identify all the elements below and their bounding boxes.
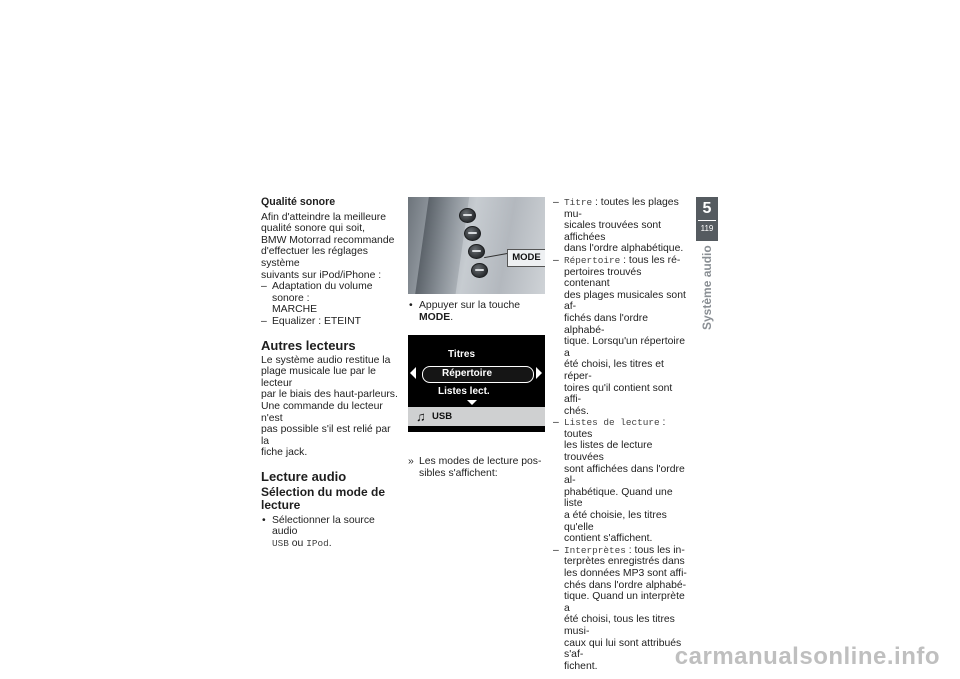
mode-callout-label: MODE	[507, 249, 545, 267]
item-text: contient s'affichent.	[564, 533, 653, 545]
list-item-text: – Adaptation du volume sonore :	[272, 281, 373, 304]
watermark: carmanualsonline.info	[674, 643, 940, 670]
chapter-number: 5	[702, 200, 712, 217]
item-text: chés dans l'ordre alphabé-	[564, 579, 687, 591]
list-item-text: MARCHE	[272, 304, 318, 316]
paragraph-line: pas possible s'il est relié par la	[261, 424, 391, 447]
item-text: les listes de lecture trouvées	[564, 440, 653, 464]
paragraph-line: d'effectuer les réglages système	[261, 246, 368, 269]
item-text: : toutes	[564, 417, 666, 440]
mode-keyword: Listes de lecture	[564, 417, 660, 429]
item-text: phabétique. Quand une liste	[564, 486, 673, 510]
arrow-right-icon	[536, 367, 542, 379]
switch-button-icon	[464, 226, 481, 241]
paragraph-line: Le système audio restitue la	[261, 354, 391, 366]
item-text: caux qui lui sont attribués s'af-	[564, 637, 682, 661]
result-text: » Les modes de lecture pos-	[419, 456, 542, 468]
mode-button-icon	[468, 244, 485, 259]
bullet-text	[272, 538, 401, 550]
mode-keyword: Interprètes	[564, 544, 626, 556]
chapter-tab	[696, 197, 718, 241]
bullet-text: Appuyer sur la touche	[419, 300, 521, 311]
item-text: toires qu'il contient sont affi-	[564, 382, 673, 406]
menu-item-titres: Titres	[448, 349, 476, 361]
item-text: pertoires trouvés contenant	[564, 266, 642, 290]
paragraph-line: fiche jack.	[261, 447, 308, 459]
bullet-press-mode	[408, 300, 545, 323]
list-item-repertoire	[553, 255, 687, 417]
paragraph-line: BMW Motorrad recommande	[261, 234, 395, 246]
heading-line: Sélection du mode de	[261, 484, 386, 499]
item-text: des plages musicales sont af-	[564, 289, 686, 313]
menu-item-listes: Listes lect.	[438, 386, 490, 398]
mode-keyword: Titre	[564, 197, 593, 208]
arrow-down-icon	[467, 400, 477, 405]
item-text: fichés dans l'ordre alphabé-	[564, 312, 648, 336]
switch-button-icon	[459, 208, 476, 223]
arrow-left-icon	[410, 367, 416, 379]
column-middle	[408, 197, 545, 479]
paragraph-line: par le biais des haut-parleurs.	[261, 389, 398, 401]
item-text: tique. Quand un interprète a	[564, 591, 685, 614]
handlebar-photo	[408, 197, 545, 294]
list-item-interpretes	[553, 545, 687, 673]
item-text: terprètes enregistrés dans	[564, 556, 685, 568]
key-name: MODE	[419, 311, 451, 323]
bullet-select-source	[261, 515, 401, 550]
menu-item-repertoire: Répertoire	[442, 368, 493, 380]
paragraph-line: Afin d'atteindre la meilleure	[261, 211, 387, 223]
list-item-volume	[261, 281, 401, 316]
heading-line: lecture	[261, 497, 301, 512]
item-text: été choisi, les titres et réper-	[564, 359, 664, 382]
bullet-text: • Sélectionner la source audio	[272, 514, 375, 538]
paragraph-line: plage musicale lue par le lecteur	[261, 366, 376, 389]
item-text: les données MP3 sont affi-	[564, 568, 687, 579]
list-item-equalizer: – Equalizer : ETEINT	[261, 316, 401, 328]
paragraph-line: qualité sonore qui soit,	[261, 223, 365, 235]
result-modes-shown	[408, 456, 545, 479]
heading-other-players: Autres lecteurs	[261, 337, 356, 353]
music-note-icon: ♫	[416, 409, 426, 425]
column-left	[261, 197, 401, 550]
item-text: été choisi, tous les titres musi-	[564, 614, 675, 637]
source-label: USB	[432, 411, 453, 423]
item-text: : toutes les plages mu-	[564, 197, 679, 220]
paragraph-line: suivants sur iPod/iPhone :	[261, 269, 382, 281]
heading-select-mode	[261, 486, 401, 512]
section-title: Système audio	[700, 245, 714, 330]
item-text: sont affichées dans l'ordre al-	[564, 463, 685, 487]
heading-audio-playback: Lecture audio	[261, 468, 347, 484]
item-text: : tous les in-	[625, 544, 685, 556]
item-text: a été choisie, les titres qu'elle	[564, 510, 667, 533]
page-number: 119	[700, 224, 714, 233]
item-text: : tous les ré-	[620, 254, 681, 266]
callout-line	[484, 253, 508, 258]
mode-keyword: Répertoire	[564, 254, 621, 266]
switch-button-icon	[471, 263, 488, 278]
source-usb: USB	[272, 538, 289, 550]
display-screen	[408, 335, 545, 432]
punctuation: .	[328, 538, 332, 550]
connector-text: ou	[288, 538, 307, 550]
source-ipod: IPod	[306, 538, 329, 550]
item-text: chés.	[564, 405, 589, 417]
result-text: sibles s'affichent:	[419, 467, 498, 479]
paragraph-line: Une commande du lecteur n'est	[261, 400, 383, 424]
punctuation: .	[450, 311, 454, 323]
status-bar	[408, 407, 545, 426]
item-text: tique. Lorsqu'un répertoire a	[564, 336, 685, 359]
item-text: sicales trouvées sont affichées	[564, 220, 662, 243]
item-text: fichent.	[564, 660, 598, 672]
heading-sound-quality: Qualité sonore	[261, 196, 336, 208]
list-item-listes	[553, 417, 687, 545]
column-right	[553, 197, 687, 672]
item-text: dans l'ordre alphabétique.	[564, 243, 684, 255]
tab-divider	[698, 220, 716, 221]
list-item-titre	[553, 197, 687, 255]
